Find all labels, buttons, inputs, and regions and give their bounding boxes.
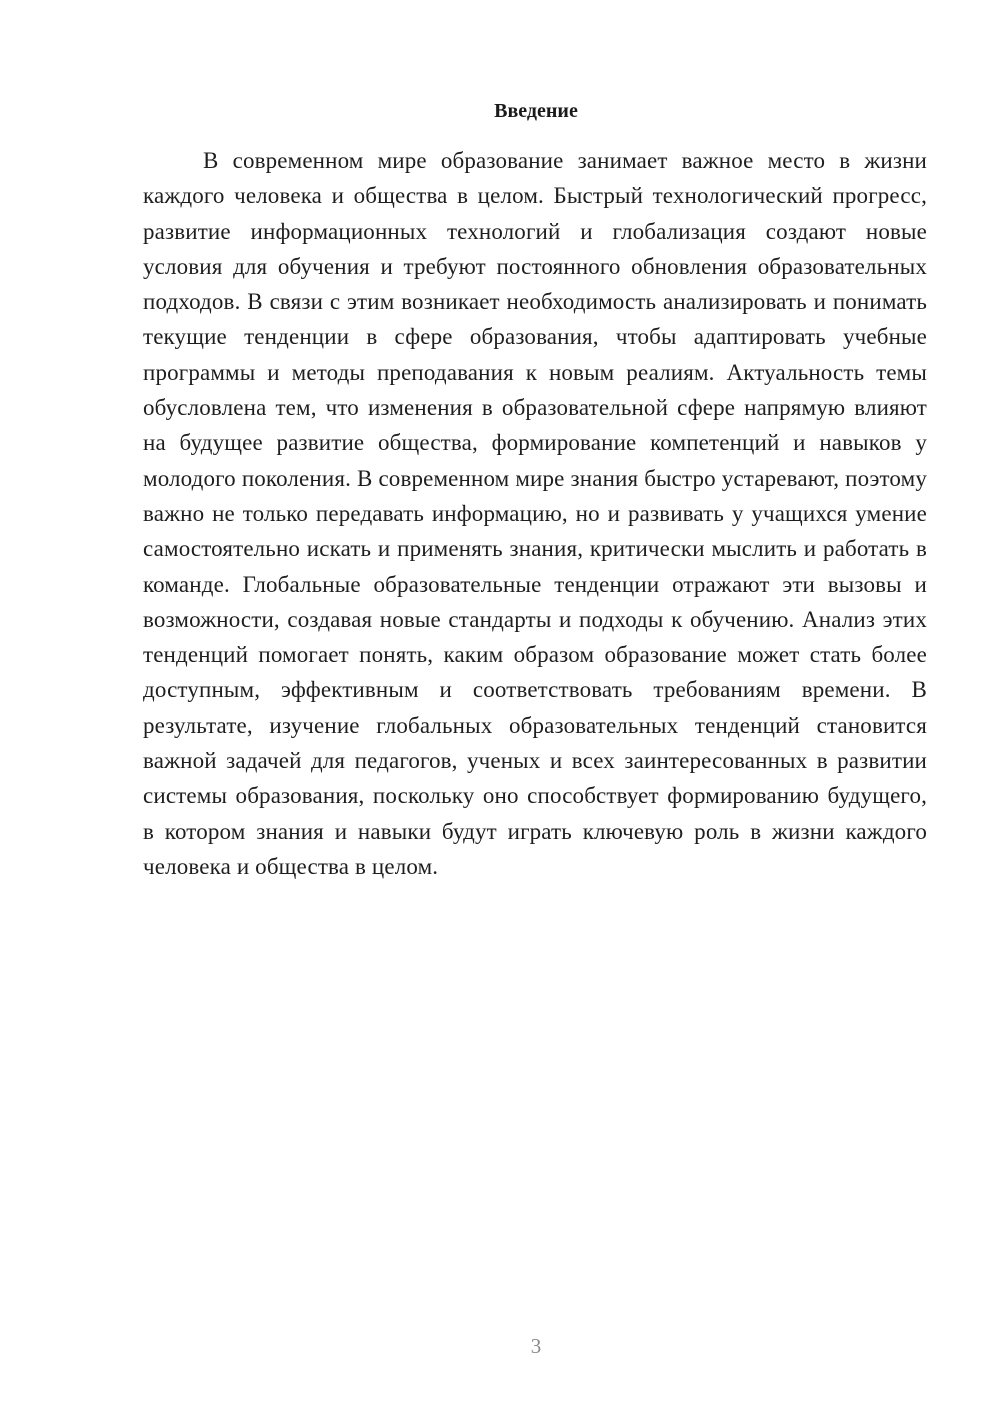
page-number: 3 xyxy=(530,1334,542,1358)
body-paragraph: В современном мире образование занимает важное место в жизни каждого человека и общества в целом. Быстрый технологический прогресс, развитие информационных технологий и глобализация создают новые условия для обучения и требуют постоянного обновления образовательных подходов. В связи с этим возникает необходимость анализировать и понимать текущие тенденции в сфере образования, чтобы адаптировать учебные программы и методы преподавания к новым реалиям. Актуальность темы обусловлена тем, что изменения в образовательной сфере напрямую влияют на будущее развитие общества, формирование компетенций и навыков у молодого поколения. В современном мире знания быстро устаревают, поэтому важно не только передавать информацию, но и развивать у учащихся умение самостоятельно искать и применять знания, критически мыслить и работать в команде. Глобальные образовательные тенденции отражают эти вызовы и возможности, создавая новые стандарты и подходы к обучению. Анализ этих тенденций помогает понять, каким образом образование может стать более доступным, эффективным и соответствовать требованиям времени. В результате, изучение глобальных образовательных тенденций становится важной задачей для педагогов, ученых и всех заинтересованных в развитии системы образования, поскольку оно способствует формированию будущего, в котором знания и навыки будут играть ключевую роль в жизни каждого человека и общества в целом. xyxy=(143,148,927,879)
section-heading: Введение xyxy=(494,100,578,122)
